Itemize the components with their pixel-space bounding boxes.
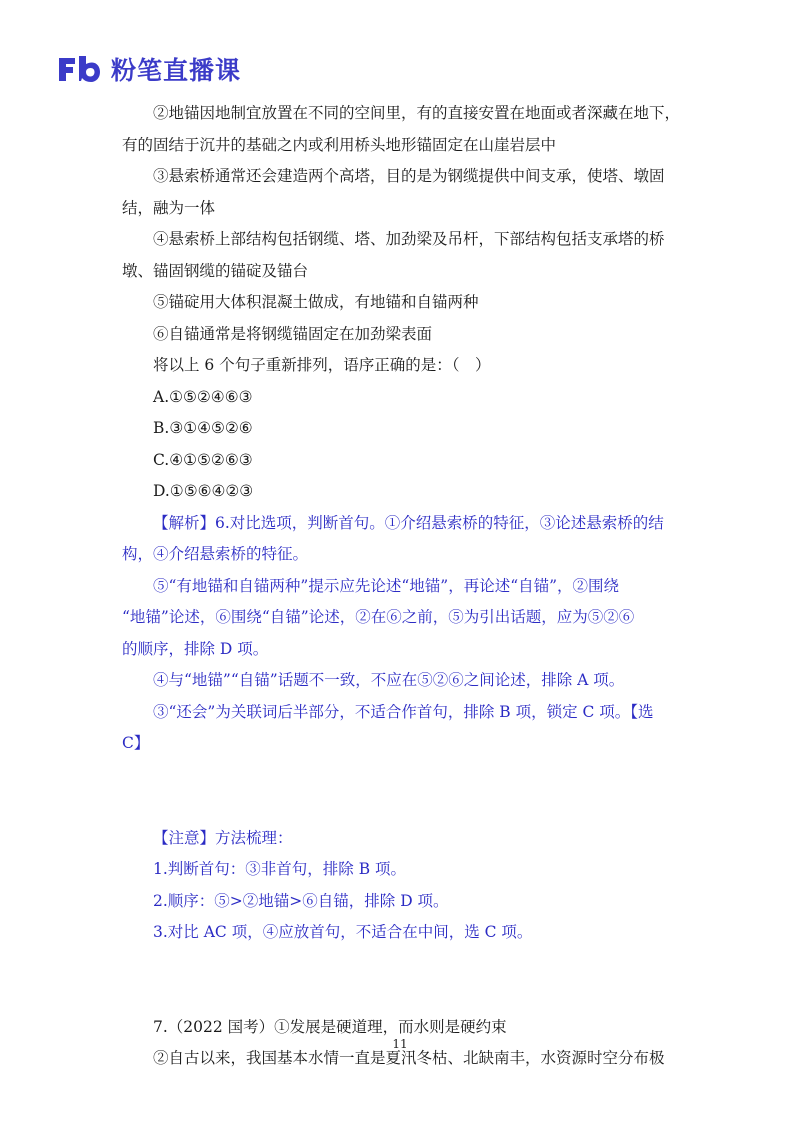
analysis-line: “地锚”论述，⑥围绕“自锚”论述，②在⑥之前，⑤为引出话题，应为⑤②⑥ [122, 608, 635, 626]
body-line: ④悬索桥上部结构包括钢缆、塔、加劲梁及吊杆，下部结构包括支承塔的桥 [153, 230, 665, 248]
next-question-line: 7.（2022 国考）①发展是硬道理，而水则是硬约束 [153, 1017, 507, 1036]
document-body [122, 98, 692, 1075]
analysis-line: 构，④介绍悬索桥的特征。 [122, 545, 309, 563]
body-line: ③悬索桥通常还会建造两个高塔，目的是为钢缆提供中间支承，使塔、墩固 [153, 167, 665, 185]
body-line: 墩、锚固钢缆的锚碇及锚台 [122, 261, 309, 280]
brand-name: 粉笔直播课 [111, 56, 242, 85]
analysis-line: ④与“地锚”“自锚”话题不一致，不应在⑤②⑥之间论述，排除 A 项。 [153, 671, 625, 689]
note-line: 3.对比 AC 项，④应放首句，不适合在中间，选 C 项。 [153, 923, 533, 941]
option-a: A.①⑤②④⑥③ [153, 387, 253, 406]
body-line: ②地锚因地制宜放置在不同的空间里，有的直接安置在地面或者深藏在地下， [153, 104, 681, 122]
body-line: ⑥自锚通常是将钢缆锚固定在加劲梁表面 [153, 324, 433, 343]
note-line: 2.顺序：⑤>②地锚>⑥自锚，排除 D 项。 [153, 891, 449, 910]
option-b: B.③①④⑤②⑥ [153, 419, 253, 437]
body-line: 结，融为一体 [122, 198, 216, 217]
question-prompt: 将以上 6 个句子重新排列，语序正确的是：（ ） [153, 356, 491, 374]
note-heading: 【注意】方法梳理： [153, 828, 293, 847]
page-number: 11 [392, 1037, 408, 1051]
analysis-line: 【解析】6.对比选项，判断首句。①介绍悬索桥的特征，③论述悬索桥的结 [153, 513, 664, 532]
brand-logo [57, 52, 241, 86]
body-line: ⑤锚碇用大体积混凝土做成，有地锚和自锚两种 [153, 293, 479, 311]
note-line: 1.判断首句：③非首句，排除 B 项。 [153, 860, 407, 878]
spacer [122, 949, 692, 1012]
next-question-line: ②自古以来，我国基本水情一直是夏汛冬枯、北缺南丰，水资源时空分布极 [153, 1049, 665, 1067]
analysis-line: 的顺序，排除 D 项。 [122, 639, 269, 658]
option-c: C.④①⑤②⑥③ [153, 450, 253, 469]
analysis-line: ③“还会”为关联词后半部分，不适合作首句，排除 B 项，锁定 C 项。【选 [153, 702, 654, 721]
fb-logo-icon [57, 54, 101, 84]
body-line: 有的固结于沉井的基础之内或利用桥头地形锚固定在山崖岩层中 [122, 135, 557, 154]
analysis-line: C】 [122, 734, 150, 752]
spacer [122, 760, 692, 823]
analysis-line: ⑤“有地锚和自锚两种”提示应先论述“地锚”，再论述“自锚”，②围绕 [153, 576, 620, 595]
option-d: D.①⑤⑥④②③ [153, 482, 254, 500]
